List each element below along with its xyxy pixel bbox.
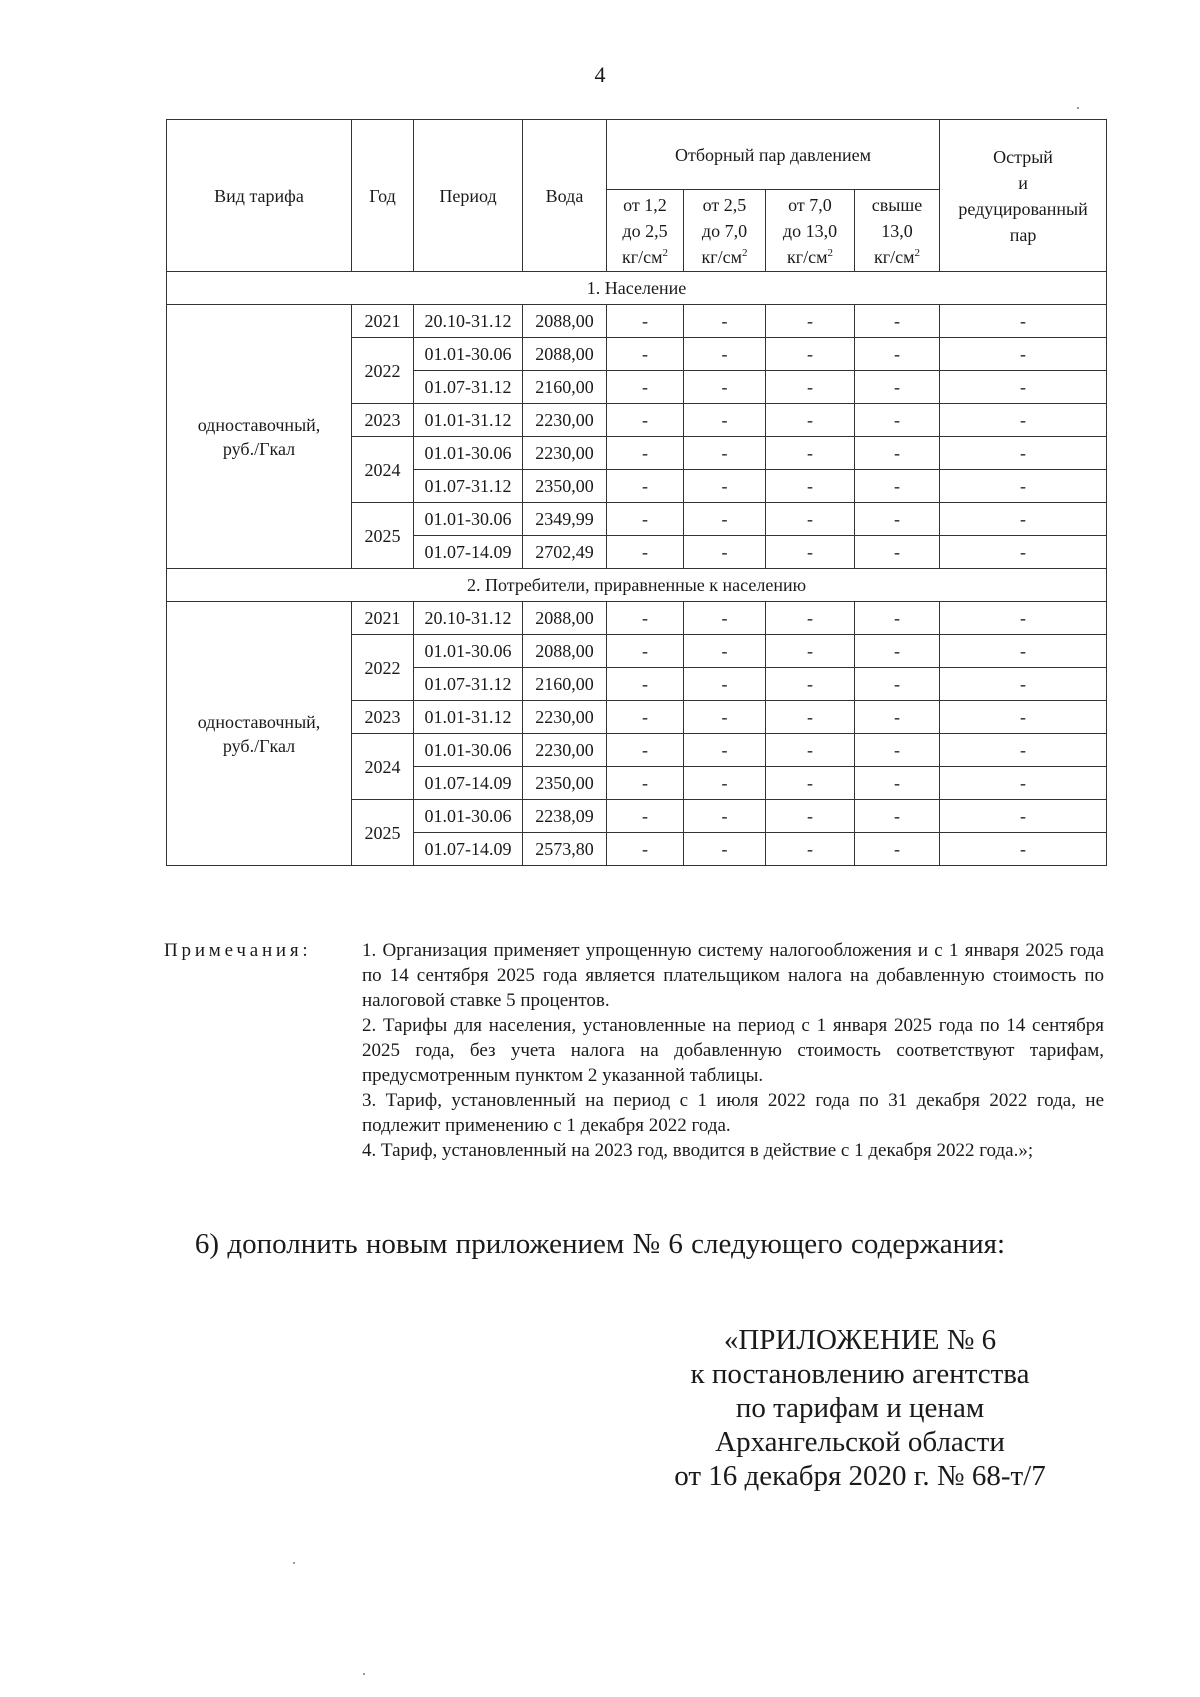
steam-value-cell: - bbox=[684, 668, 766, 701]
period-cell: 01.07-14.09 bbox=[414, 536, 523, 569]
water-value-cell: 2160,00 bbox=[523, 371, 607, 404]
steam-value-cell: - bbox=[855, 602, 940, 635]
header-unit bbox=[686, 244, 763, 270]
steam-value-cell: - bbox=[766, 668, 855, 701]
header-line: свыше bbox=[871, 194, 923, 215]
steam-value-cell: - bbox=[684, 602, 766, 635]
header-line: 13,0 bbox=[881, 220, 913, 241]
appendix-line: от 16 декабря 2020 г. № 68-т/7 bbox=[674, 1460, 1046, 1492]
header-water: Вода bbox=[523, 120, 607, 272]
unit-text: кг/см bbox=[786, 246, 828, 267]
year-cell: 2023 bbox=[352, 701, 414, 734]
steam-value-cell: - bbox=[940, 602, 1107, 635]
period-cell: 01.07-14.09 bbox=[414, 767, 523, 800]
steam-value-cell: - bbox=[607, 404, 684, 437]
header-steam-2.5-7 bbox=[684, 190, 766, 272]
steam-value-cell: - bbox=[940, 701, 1107, 734]
steam-value-cell: - bbox=[940, 536, 1107, 569]
steam-value-cell: - bbox=[940, 635, 1107, 668]
header-steam-7-13 bbox=[766, 190, 855, 272]
steam-value-cell: - bbox=[855, 503, 940, 536]
year-cell: 2025 bbox=[352, 503, 414, 569]
year-cell: 2025 bbox=[352, 800, 414, 866]
steam-value-cell: - bbox=[855, 800, 940, 833]
year-cell: 2023 bbox=[352, 404, 414, 437]
unit-text: кг/см bbox=[701, 246, 742, 267]
year-cell: 2022 bbox=[352, 635, 414, 701]
steam-value-cell: - bbox=[855, 701, 940, 734]
table-body bbox=[167, 272, 1107, 866]
steam-value-cell: - bbox=[607, 668, 684, 701]
water-value-cell: 2350,00 bbox=[523, 470, 607, 503]
table-row bbox=[167, 602, 1107, 635]
steam-value-cell: - bbox=[684, 635, 766, 668]
period-cell: 01.01-31.12 bbox=[414, 404, 523, 437]
appendix-line: Архангельской области bbox=[715, 1426, 1005, 1458]
steam-value-cell: - bbox=[607, 338, 684, 371]
header-tariff-type: Вид тарифа bbox=[167, 120, 352, 272]
water-value-cell: 2088,00 bbox=[523, 635, 607, 668]
period-cell: 01.01-31.12 bbox=[414, 701, 523, 734]
tariff-type-cell bbox=[167, 602, 352, 866]
section-title: 1. Население bbox=[167, 272, 1107, 305]
steam-value-cell: - bbox=[855, 767, 940, 800]
appendix-header bbox=[640, 1323, 1080, 1493]
unit-sup: 2 bbox=[662, 246, 668, 259]
water-value-cell: 2238,09 bbox=[523, 800, 607, 833]
header-unit bbox=[857, 244, 937, 270]
steam-value-cell: - bbox=[855, 833, 940, 866]
header-line: от 7,0 bbox=[788, 194, 832, 215]
header-unit bbox=[609, 244, 681, 270]
steam-value-cell: - bbox=[607, 470, 684, 503]
steam-value-cell: - bbox=[607, 767, 684, 800]
period-cell: 01.01-30.06 bbox=[414, 800, 523, 833]
steam-value-cell: - bbox=[940, 833, 1107, 866]
steam-value-cell: - bbox=[684, 305, 766, 338]
header-period: Период bbox=[414, 120, 523, 272]
water-value-cell: 2702,49 bbox=[523, 536, 607, 569]
water-value-cell: 2573,80 bbox=[523, 833, 607, 866]
steam-value-cell: - bbox=[607, 800, 684, 833]
steam-value-cell: - bbox=[607, 701, 684, 734]
steam-value-cell: - bbox=[940, 371, 1107, 404]
period-cell: 01.07-14.09 bbox=[414, 833, 523, 866]
unit-sup: 2 bbox=[827, 246, 833, 259]
scan-speck bbox=[1077, 107, 1079, 109]
water-value-cell: 2160,00 bbox=[523, 668, 607, 701]
header-sharp-steam-line: пар bbox=[1009, 224, 1037, 245]
steam-value-cell: - bbox=[855, 734, 940, 767]
steam-value-cell: - bbox=[684, 833, 766, 866]
steam-value-cell: - bbox=[766, 371, 855, 404]
steam-value-cell: - bbox=[855, 536, 940, 569]
note-item: 1. Организация применяет упрощенную систему налогообложения и с 1 января 2025 года по 14 сентября 2025 года является плательщиком налога на добавленную стоимость по налоговой ставке 5 процентов. bbox=[362, 940, 1104, 1011]
steam-value-cell: - bbox=[766, 767, 855, 800]
water-value-cell: 2230,00 bbox=[523, 437, 607, 470]
steam-value-cell: - bbox=[607, 602, 684, 635]
steam-value-cell: - bbox=[855, 371, 940, 404]
period-cell: 01.01-30.06 bbox=[414, 635, 523, 668]
period-cell: 01.07-31.12 bbox=[414, 371, 523, 404]
year-cell: 2021 bbox=[352, 305, 414, 338]
section-title: 2. Потребители, приравненные к населению bbox=[167, 569, 1107, 602]
steam-value-cell: - bbox=[607, 833, 684, 866]
steam-value-cell: - bbox=[855, 305, 940, 338]
water-value-cell: 2230,00 bbox=[523, 701, 607, 734]
period-cell: 01.07-31.12 bbox=[414, 668, 523, 701]
steam-value-cell: - bbox=[684, 536, 766, 569]
steam-value-cell: - bbox=[940, 305, 1107, 338]
tariff-type-line: одноставочный, bbox=[197, 414, 321, 435]
note-item: 2. Тарифы для населения, установленные на период с 1 января 2025 года по 14 сентября 2025 года, без учета налога на добавленную стоимость соответствуют тарифам, предусмотренным пунктом 2 указанной таблицы. bbox=[362, 1015, 1104, 1086]
header-sharp-steam bbox=[940, 120, 1107, 272]
steam-value-cell: - bbox=[766, 701, 855, 734]
period-cell: 20.10-31.12 bbox=[414, 305, 523, 338]
appendix-line: по тарифам и ценам bbox=[735, 1392, 985, 1424]
header-line: до 13,0 bbox=[782, 220, 838, 241]
appendix-line: к постановлению агентства bbox=[690, 1358, 1030, 1390]
water-value-cell: 2230,00 bbox=[523, 734, 607, 767]
steam-value-cell: - bbox=[766, 470, 855, 503]
steam-value-cell: - bbox=[684, 503, 766, 536]
steam-value-cell: - bbox=[684, 800, 766, 833]
steam-value-cell: - bbox=[766, 404, 855, 437]
year-cell: 2021 bbox=[352, 602, 414, 635]
amendment-instruction: 6) дополнить новым приложением № 6 следующего содержания: bbox=[194, 1228, 1006, 1260]
steam-value-cell: - bbox=[940, 437, 1107, 470]
header-line: от 1,2 bbox=[623, 194, 667, 215]
water-value-cell: 2088,00 bbox=[523, 602, 607, 635]
note-item: 4. Тариф, установленный на 2023 год, вводится в действие с 1 декабря 2022 года.»; bbox=[362, 1140, 1034, 1161]
steam-value-cell: - bbox=[684, 437, 766, 470]
steam-value-cell: - bbox=[940, 767, 1107, 800]
tariff-table bbox=[166, 119, 1107, 866]
period-cell: 20.10-31.12 bbox=[414, 602, 523, 635]
water-value-cell: 2349,99 bbox=[523, 503, 607, 536]
year-cell: 2022 bbox=[352, 338, 414, 404]
tariff-type-line: одноставочный, bbox=[197, 711, 321, 732]
scan-speck bbox=[363, 1673, 365, 1675]
header-sharp-steam-line: Острый bbox=[993, 146, 1053, 167]
water-value-cell: 2088,00 bbox=[523, 338, 607, 371]
steam-value-cell: - bbox=[766, 734, 855, 767]
steam-value-cell: - bbox=[607, 734, 684, 767]
period-cell: 01.01-30.06 bbox=[414, 734, 523, 767]
steam-value-cell: - bbox=[684, 701, 766, 734]
header-year: Год bbox=[352, 120, 414, 272]
steam-value-cell: - bbox=[607, 635, 684, 668]
note-item: 3. Тариф, установленный на период с 1 июля 2022 года по 31 декабря 2022 года, не подлежит применению с 1 декабря 2022 года. bbox=[362, 1090, 1104, 1136]
tariff-type-cell bbox=[167, 305, 352, 569]
section-row bbox=[167, 569, 1107, 602]
unit-sup: 2 bbox=[742, 246, 748, 259]
table-row bbox=[167, 305, 1107, 338]
steam-value-cell: - bbox=[855, 470, 940, 503]
steam-value-cell: - bbox=[607, 305, 684, 338]
steam-value-cell: - bbox=[940, 734, 1107, 767]
page-number: 4 bbox=[594, 62, 606, 87]
steam-value-cell: - bbox=[855, 437, 940, 470]
steam-value-cell: - bbox=[855, 338, 940, 371]
steam-value-cell: - bbox=[940, 668, 1107, 701]
steam-value-cell: - bbox=[684, 767, 766, 800]
header-unit bbox=[768, 244, 852, 270]
steam-value-cell: - bbox=[940, 503, 1107, 536]
steam-value-cell: - bbox=[607, 437, 684, 470]
steam-value-cell: - bbox=[940, 338, 1107, 371]
steam-value-cell: - bbox=[766, 437, 855, 470]
steam-value-cell: - bbox=[766, 635, 855, 668]
steam-value-cell: - bbox=[607, 371, 684, 404]
header-sharp-steam-line: редуцированный bbox=[958, 198, 1088, 219]
period-cell: 01.01-30.06 bbox=[414, 503, 523, 536]
steam-value-cell: - bbox=[766, 602, 855, 635]
year-cell: 2024 bbox=[352, 437, 414, 503]
unit-text: кг/см bbox=[874, 246, 915, 267]
steam-value-cell: - bbox=[855, 404, 940, 437]
unit-sup: 2 bbox=[914, 246, 921, 259]
header-line: до 2,5 bbox=[622, 220, 668, 241]
header-line: от 2,5 bbox=[702, 194, 747, 215]
period-cell: 01.01-30.06 bbox=[414, 338, 523, 371]
steam-value-cell: - bbox=[607, 503, 684, 536]
notes-label: Примечания: bbox=[164, 940, 312, 961]
steam-value-cell: - bbox=[940, 800, 1107, 833]
water-value-cell: 2088,00 bbox=[523, 305, 607, 338]
steam-value-cell: - bbox=[684, 404, 766, 437]
notes-list bbox=[362, 938, 1104, 1163]
water-value-cell: 2350,00 bbox=[523, 767, 607, 800]
steam-value-cell: - bbox=[855, 635, 940, 668]
steam-value-cell: - bbox=[940, 404, 1107, 437]
steam-value-cell: - bbox=[684, 470, 766, 503]
steam-value-cell: - bbox=[766, 503, 855, 536]
steam-value-cell: - bbox=[766, 800, 855, 833]
tariff-type-line: руб./Гкал bbox=[222, 735, 296, 756]
steam-value-cell: - bbox=[684, 371, 766, 404]
header-steam-1-2.5 bbox=[607, 190, 684, 272]
steam-value-cell: - bbox=[766, 305, 855, 338]
scan-speck bbox=[293, 1562, 295, 1564]
steam-value-cell: - bbox=[766, 536, 855, 569]
steam-value-cell: - bbox=[940, 470, 1107, 503]
section-row bbox=[167, 272, 1107, 305]
period-cell: 01.07-31.12 bbox=[414, 470, 523, 503]
steam-value-cell: - bbox=[855, 668, 940, 701]
tariff-type-line: руб./Гкал bbox=[222, 438, 296, 459]
appendix-line: «ПРИЛОЖЕНИЕ № 6 bbox=[723, 1324, 997, 1356]
steam-value-cell: - bbox=[684, 338, 766, 371]
steam-value-cell: - bbox=[766, 338, 855, 371]
header-steam-group: Отборный пар давлением bbox=[607, 120, 940, 190]
header-line: до 7,0 bbox=[701, 220, 748, 241]
steam-value-cell: - bbox=[684, 734, 766, 767]
steam-value-cell: - bbox=[766, 833, 855, 866]
table-header bbox=[167, 120, 1107, 272]
year-cell: 2024 bbox=[352, 734, 414, 800]
water-value-cell: 2230,00 bbox=[523, 404, 607, 437]
steam-value-cell: - bbox=[607, 536, 684, 569]
header-sharp-steam-line: и bbox=[1018, 172, 1028, 193]
unit-text: кг/см bbox=[621, 246, 663, 267]
header-steam-over-13 bbox=[855, 190, 940, 272]
period-cell: 01.01-30.06 bbox=[414, 437, 523, 470]
